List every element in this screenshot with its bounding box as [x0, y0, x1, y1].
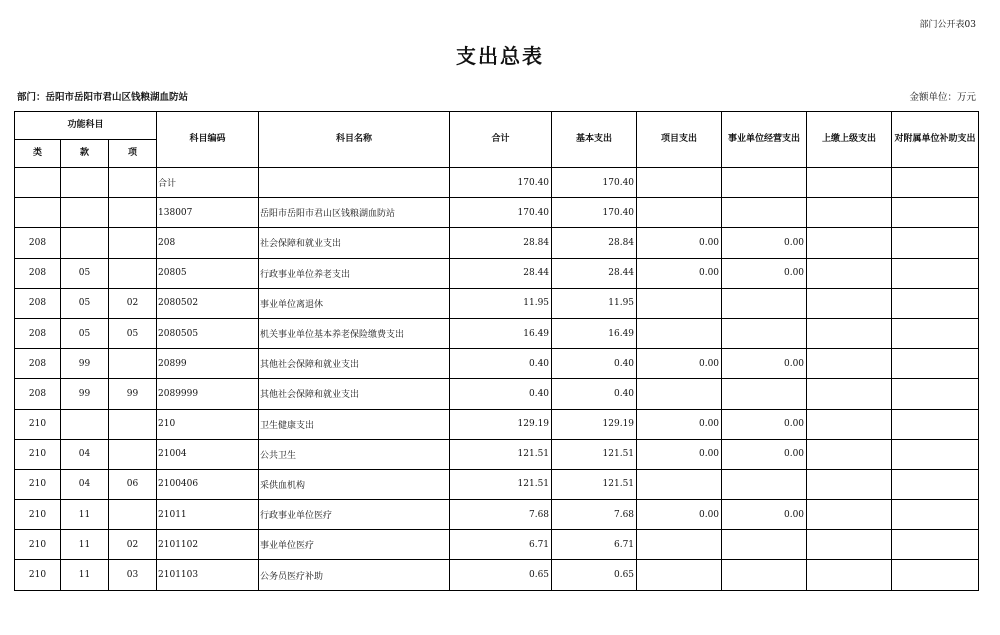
- header-basic: 基本支出: [552, 112, 637, 168]
- cell-code: 2080502: [157, 288, 259, 318]
- cell-name: 卫生健康支出: [259, 409, 450, 439]
- cell-project: 0.00: [637, 258, 722, 288]
- cell-basic: 16.49: [552, 318, 637, 348]
- cell-kuan: 05: [61, 288, 109, 318]
- cell-total: 170.40: [450, 168, 552, 198]
- cell-upper: [807, 318, 892, 348]
- cell-kuan: [61, 198, 109, 228]
- cell-total: 7.68: [450, 500, 552, 530]
- header-kuan: 款: [61, 140, 109, 168]
- header-name: 科目名称: [259, 112, 450, 168]
- cell-subsidy: [892, 439, 979, 469]
- cell-code: 2101103: [157, 560, 259, 590]
- cell-lei: 210: [15, 409, 61, 439]
- cell-total: 11.95: [450, 288, 552, 318]
- cell-lei: 208: [15, 379, 61, 409]
- cell-subsidy: [892, 409, 979, 439]
- header-subsidy: 对附属单位补助支出: [892, 112, 979, 168]
- cell-upper: [807, 168, 892, 198]
- header-lei: 类: [15, 140, 61, 168]
- cell-subsidy: [892, 500, 979, 530]
- cell-kuan: [61, 409, 109, 439]
- cell-total: 0.40: [450, 379, 552, 409]
- cell-subsidy: [892, 258, 979, 288]
- cell-name: 事业单位离退休: [259, 288, 450, 318]
- cell-upper: [807, 439, 892, 469]
- cell-project: [637, 168, 722, 198]
- cell-lei: [15, 168, 61, 198]
- cell-upper: [807, 258, 892, 288]
- table-row: [15, 349, 979, 379]
- cell-project: 0.00: [637, 228, 722, 258]
- cell-total: 129.19: [450, 409, 552, 439]
- cell-xiang: [109, 439, 157, 469]
- cell-business: [722, 530, 807, 560]
- cell-basic: 6.71: [552, 530, 637, 560]
- cell-name: 公共卫生: [259, 439, 450, 469]
- cell-subsidy: [892, 530, 979, 560]
- cell-subsidy: [892, 228, 979, 258]
- expenditure-table: [14, 111, 979, 591]
- cell-lei: 208: [15, 288, 61, 318]
- table-row: [15, 258, 979, 288]
- cell-business: 0.00: [722, 228, 807, 258]
- cell-name: 行政事业单位医疗: [259, 500, 450, 530]
- cell-total: 0.65: [450, 560, 552, 590]
- cell-code: 138007: [157, 198, 259, 228]
- cell-code: 2101102: [157, 530, 259, 560]
- cell-code: 21011: [157, 500, 259, 530]
- cell-name: 行政事业单位养老支出: [259, 258, 450, 288]
- cell-project: 0.00: [637, 409, 722, 439]
- cell-xiang: 02: [109, 288, 157, 318]
- cell-name: 事业单位医疗: [259, 530, 450, 560]
- cell-code: 208: [157, 228, 259, 258]
- cell-lei: 210: [15, 560, 61, 590]
- cell-project: 0.00: [637, 500, 722, 530]
- cell-basic: 0.65: [552, 560, 637, 590]
- cell-business: [722, 469, 807, 499]
- table-row: [15, 560, 979, 590]
- cell-xiang: [109, 500, 157, 530]
- header-upper: 上缴上级支出: [807, 112, 892, 168]
- cell-total: 28.44: [450, 258, 552, 288]
- cell-upper: [807, 560, 892, 590]
- cell-business: [722, 168, 807, 198]
- table-body: [15, 168, 979, 591]
- cell-project: [637, 560, 722, 590]
- table-row: [15, 530, 979, 560]
- cell-project: [637, 530, 722, 560]
- cell-xiang: 99: [109, 379, 157, 409]
- amount-unit-label: 金额单位：万元: [909, 92, 976, 103]
- table-row: [15, 439, 979, 469]
- table-row: [15, 469, 979, 499]
- cell-basic: 0.40: [552, 349, 637, 379]
- cell-code: 21004: [157, 439, 259, 469]
- cell-upper: [807, 409, 892, 439]
- cell-kuan: 05: [61, 258, 109, 288]
- cell-code: 210: [157, 409, 259, 439]
- table-row: [15, 379, 979, 409]
- cell-kuan: 11: [61, 560, 109, 590]
- cell-project: [637, 379, 722, 409]
- cell-lei: 210: [15, 439, 61, 469]
- cell-lei: 208: [15, 349, 61, 379]
- cell-basic: 170.40: [552, 198, 637, 228]
- cell-upper: [807, 198, 892, 228]
- cell-subsidy: [892, 349, 979, 379]
- cell-upper: [807, 379, 892, 409]
- cell-kuan: 11: [61, 530, 109, 560]
- cell-project: [637, 198, 722, 228]
- page-title: 支出总表: [456, 44, 544, 68]
- cell-business: 0.00: [722, 409, 807, 439]
- cell-subsidy: [892, 560, 979, 590]
- cell-total: 121.51: [450, 469, 552, 499]
- cell-total: 16.49: [450, 318, 552, 348]
- cell-subsidy: [892, 379, 979, 409]
- cell-basic: 28.44: [552, 258, 637, 288]
- table-row: [15, 198, 979, 228]
- cell-name: 公务员医疗补助: [259, 560, 450, 590]
- cell-basic: 121.51: [552, 469, 637, 499]
- cell-upper: [807, 288, 892, 318]
- cell-subsidy: [892, 198, 979, 228]
- cell-total: 6.71: [450, 530, 552, 560]
- cell-basic: 129.19: [552, 409, 637, 439]
- cell-basic: 7.68: [552, 500, 637, 530]
- header-total: 合计: [450, 112, 552, 168]
- cell-xiang: 03: [109, 560, 157, 590]
- cell-xiang: [109, 198, 157, 228]
- cell-upper: [807, 500, 892, 530]
- table-row: [15, 500, 979, 530]
- cell-project: [637, 469, 722, 499]
- cell-business: 0.00: [722, 439, 807, 469]
- cell-business: 0.00: [722, 258, 807, 288]
- cell-business: [722, 379, 807, 409]
- cell-total: 121.51: [450, 439, 552, 469]
- cell-business: [722, 288, 807, 318]
- cell-name: [259, 168, 450, 198]
- cell-basic: 121.51: [552, 439, 637, 469]
- cell-kuan: 99: [61, 379, 109, 409]
- cell-name: 机关事业单位基本养老保险缴费支出: [259, 318, 450, 348]
- cell-kuan: 05: [61, 318, 109, 348]
- cell-xiang: [109, 258, 157, 288]
- table-row: [15, 318, 979, 348]
- cell-kuan: 04: [61, 469, 109, 499]
- cell-name: 采供血机构: [259, 469, 450, 499]
- cell-upper: [807, 349, 892, 379]
- cell-business: 0.00: [722, 500, 807, 530]
- header-func-subject: 功能科目: [15, 112, 157, 140]
- cell-name: 社会保障和就业支出: [259, 228, 450, 258]
- cell-business: 0.00: [722, 349, 807, 379]
- table-row: [15, 228, 979, 258]
- cell-xiang: 02: [109, 530, 157, 560]
- form-number: 部门公开表03: [919, 20, 976, 30]
- cell-kuan: 11: [61, 500, 109, 530]
- cell-business: [722, 560, 807, 590]
- cell-business: [722, 198, 807, 228]
- cell-kuan: 99: [61, 349, 109, 379]
- cell-basic: 11.95: [552, 288, 637, 318]
- cell-xiang: [109, 349, 157, 379]
- cell-project: 0.00: [637, 439, 722, 469]
- cell-business: [722, 318, 807, 348]
- cell-lei: 208: [15, 228, 61, 258]
- cell-code: 合计: [157, 168, 259, 198]
- cell-project: 0.00: [637, 349, 722, 379]
- table-row: [15, 288, 979, 318]
- cell-subsidy: [892, 168, 979, 198]
- cell-upper: [807, 228, 892, 258]
- cell-basic: 0.40: [552, 379, 637, 409]
- cell-upper: [807, 469, 892, 499]
- table-row: [15, 168, 979, 198]
- cell-xiang: [109, 228, 157, 258]
- header-xiang: 项: [109, 140, 157, 168]
- header-code: 科目编码: [157, 112, 259, 168]
- cell-total: 0.40: [450, 349, 552, 379]
- cell-lei: [15, 198, 61, 228]
- cell-xiang: 06: [109, 469, 157, 499]
- cell-project: [637, 288, 722, 318]
- cell-code: 2089999: [157, 379, 259, 409]
- cell-kuan: [61, 168, 109, 198]
- cell-project: [637, 318, 722, 348]
- cell-lei: 208: [15, 258, 61, 288]
- cell-basic: 28.84: [552, 228, 637, 258]
- cell-subsidy: [892, 469, 979, 499]
- cell-name: 其他社会保障和就业支出: [259, 379, 450, 409]
- cell-code: 2080505: [157, 318, 259, 348]
- cell-lei: 210: [15, 530, 61, 560]
- cell-xiang: [109, 168, 157, 198]
- department-label: 部门：岳阳市岳阳市君山区钱粮湖血防站: [17, 92, 189, 103]
- header-business: 事业单位经营支出: [722, 112, 807, 168]
- cell-code: 20899: [157, 349, 259, 379]
- cell-basic: 170.40: [552, 168, 637, 198]
- cell-name: 其他社会保障和就业支出: [259, 349, 450, 379]
- cell-kuan: 04: [61, 439, 109, 469]
- cell-code: 20805: [157, 258, 259, 288]
- cell-name: 岳阳市岳阳市君山区钱粮湖血防站: [259, 198, 450, 228]
- cell-kuan: [61, 228, 109, 258]
- table-row: [15, 409, 979, 439]
- cell-subsidy: [892, 318, 979, 348]
- cell-xiang: 05: [109, 318, 157, 348]
- cell-subsidy: [892, 288, 979, 318]
- cell-code: 2100406: [157, 469, 259, 499]
- cell-lei: 208: [15, 318, 61, 348]
- cell-total: 28.84: [450, 228, 552, 258]
- cell-lei: 210: [15, 469, 61, 499]
- cell-upper: [807, 530, 892, 560]
- cell-lei: 210: [15, 500, 61, 530]
- cell-xiang: [109, 409, 157, 439]
- header-project: 项目支出: [637, 112, 722, 168]
- cell-total: 170.40: [450, 198, 552, 228]
